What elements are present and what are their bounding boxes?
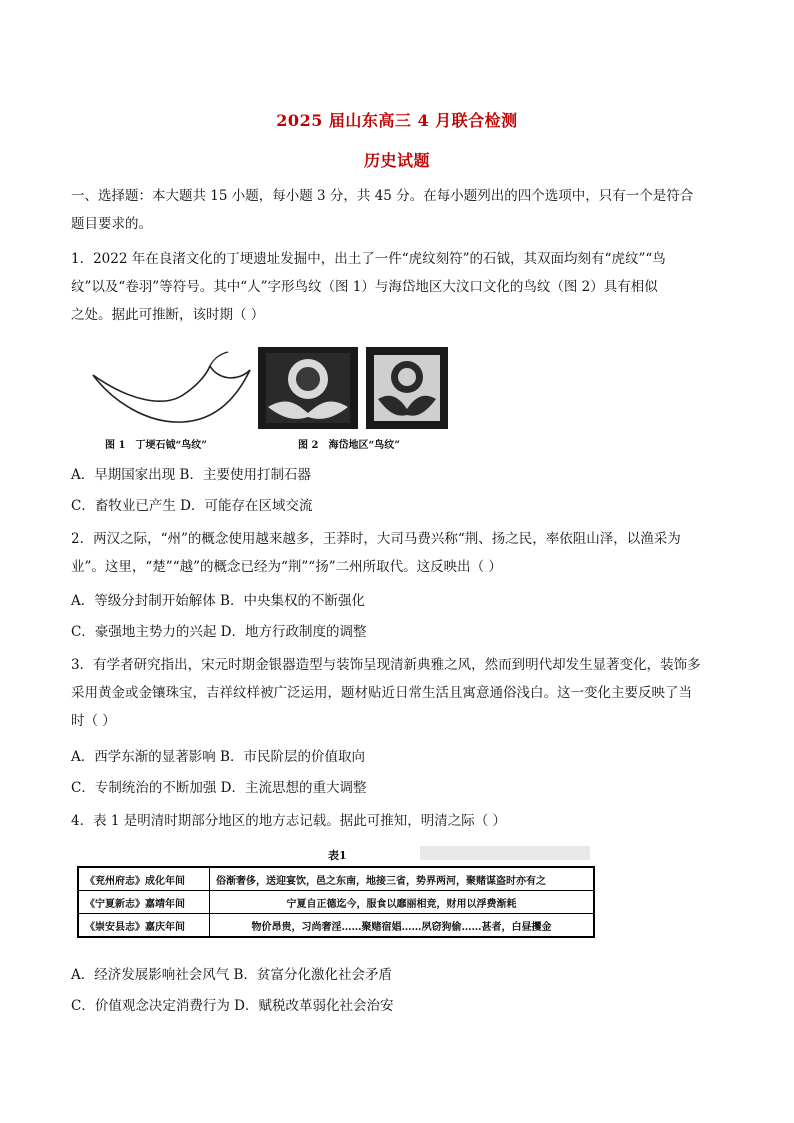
q1-options-ab: A．早期国家出现 B．主要使用打制石器 [71, 467, 311, 483]
q2-stem-line1: 2．两汉之际，“州”的概念使用越来越多，王莽时，大司马费兴称“荆、扬之民，率依阻山泽，以渔采为 [71, 531, 681, 547]
table-cell-text: 宁夏自正德迄今，服食以靡丽相竞，财用以浮费渐耗 [210, 891, 595, 914]
table-cell-text: 俗渐奢侈，送迎宴饮，邑之东南，地接三省，势界两河，聚赌谋盗时亦有之 [210, 867, 595, 891]
fig2-caption: 图 2 海岱地区“鸟纹” [298, 440, 400, 451]
q1-options-cd: C．畜牧业已产生 D．可能存在区域交流 [71, 498, 313, 514]
table-cell-text: 物价昂贵，习尚奢淫……聚赌宿娼……夙窃狗偷……甚者，白昼攫金 [210, 914, 595, 938]
table-cell-source: 《崇安县志》嘉庆年间 [78, 914, 210, 938]
exam-title: 2025 届山东高三 4 月联合检测 [276, 111, 518, 130]
section-intro-line1: 一、选择题：本大题共 15 小题，每小题 3 分，共 45 分。在每小题列出的四个选项中，只有一个是符合 [71, 188, 694, 204]
table-row [78, 914, 594, 938]
section-intro-line2: 题目要求的。 [71, 216, 152, 232]
q2-stem-line2: 业”。这里，“楚”“越”的概念已经为“荆”“扬”二州所取代。这反映出（ ） [71, 559, 502, 575]
table-row [78, 867, 594, 891]
q3-stem-line1: 3．有学者研究指出，宋元时期金银器造型与装饰呈现清新典雅之风，然而到明代却发生显著变化，装饰多 [71, 657, 701, 673]
table-row [78, 891, 594, 914]
q1-stem-line2: 纹”以及“卷羽”等符号。其中“人”字形鸟纹（图 1）与海岱地区大汶口文化的鸟纹（图 2）具有相似 [71, 279, 658, 295]
exam-subject-title: 历史试题 [363, 151, 430, 170]
q2-options-cd: C．豪强地主势力的兴起 D．地方行政制度的调整 [71, 624, 367, 640]
q3-options-ab: A．西学东渐的显著影响 B．市民阶层的价值取向 [71, 749, 365, 765]
fig2-rubbing-right-image [366, 347, 448, 429]
q4-options-ab: A．经济发展影响社会风气 B．贫富分化激化社会矛盾 [71, 967, 392, 983]
q4-stem-line1: 4．表 1 是明清时期部分地区的地方志记载。据此可推知，明清之际（ ） [71, 813, 507, 829]
q4-options-cd: C．价值观念决定消费行为 D．赋税改革弱化社会治安 [71, 998, 394, 1014]
table-scan-artifact [420, 846, 590, 860]
q2-options-ab: A．等级分封制开始解体 B．中央集权的不断强化 [71, 593, 365, 609]
q3-stem-line3: 时（ ） [71, 713, 116, 729]
q3-options-cd: C．专制统治的不断加强 D．主流思想的重大调整 [71, 780, 367, 796]
table-cell-source: 《兖州府志》成化年间 [78, 867, 210, 891]
q4-local-gazetteer-table [77, 866, 595, 938]
q1-stem-line1: 1．2022 年在良渚文化的丁埂遗址发掘中，出土了一件“虎纹刻符”的石钺，其双面均刻有“虎纹”“鸟 [71, 251, 666, 267]
fig2-rubbing-left-image [258, 347, 358, 429]
table-cell-source: 《宁夏新志》嘉靖年间 [78, 891, 210, 914]
fig1-bird-pattern-image [88, 340, 268, 430]
fig1-caption: 图 1 丁埂石钺“鸟纹” [105, 440, 207, 451]
q1-stem-line3: 之处。据此可推断，该时期（ ） [71, 307, 265, 323]
q3-stem-line2: 采用黄金或金镶珠宝，吉祥纹样被广泛运用，题材贴近日常生活且寓意通俗浅白。这一变化主要反映了当 [71, 685, 692, 701]
table1-caption: 表1 [328, 849, 347, 862]
